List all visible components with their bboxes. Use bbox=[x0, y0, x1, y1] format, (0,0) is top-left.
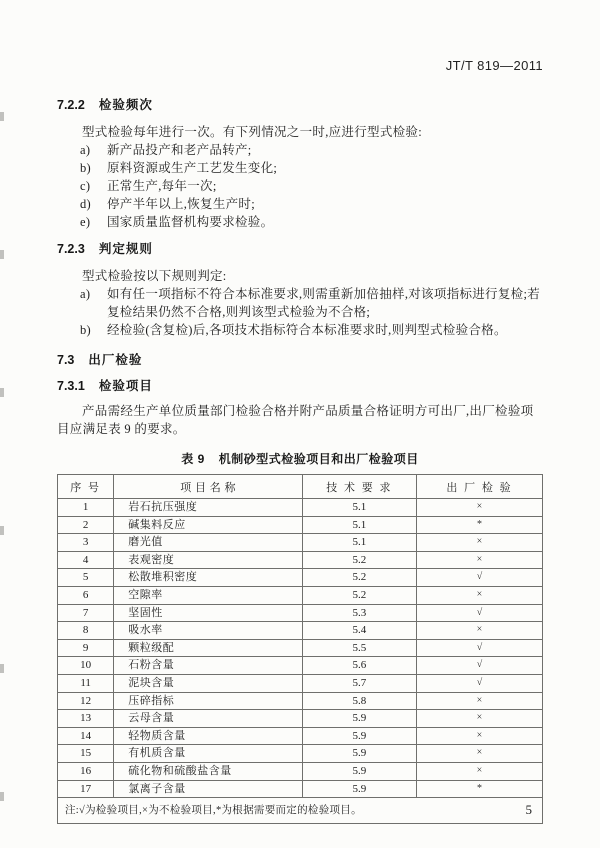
table-cell: √ bbox=[416, 657, 542, 675]
table-cell: 15 bbox=[58, 745, 114, 763]
table-cell: 12 bbox=[58, 692, 114, 710]
section-number: 7.3.1 bbox=[57, 379, 85, 393]
clause-list bbox=[57, 141, 543, 231]
clause-text: 正常生产,每年一次; bbox=[107, 179, 217, 193]
table-row bbox=[58, 657, 543, 675]
table-cell: 5.2 bbox=[302, 569, 416, 587]
section-heading-7-2-2 bbox=[57, 98, 543, 113]
table-cell: 8 bbox=[58, 622, 114, 640]
table-cell: 5.2 bbox=[302, 586, 416, 604]
table-cell: 1 bbox=[58, 499, 114, 517]
table-row bbox=[58, 745, 543, 763]
table-cell: 岩石抗压强度 bbox=[114, 499, 303, 517]
table-cell: 5.1 bbox=[302, 499, 416, 517]
table-cell: * bbox=[416, 780, 542, 798]
table-row bbox=[58, 604, 543, 622]
section-heading-7-3-1 bbox=[57, 379, 543, 394]
section-heading-7-2-3 bbox=[57, 242, 543, 257]
table-cell: 5 bbox=[58, 569, 114, 587]
table-row bbox=[58, 516, 543, 534]
clause-text: 国家质量监督机构要求检验。 bbox=[107, 215, 274, 229]
clause-text: 停产半年以上,恢复生产时; bbox=[107, 197, 255, 211]
table-cell: 5.1 bbox=[302, 516, 416, 534]
section-title: 判定规则 bbox=[98, 242, 153, 256]
table-cell: 3 bbox=[58, 534, 114, 552]
table-cell: √ bbox=[416, 604, 542, 622]
table-cell: √ bbox=[416, 674, 542, 692]
table-cell: 7 bbox=[58, 604, 114, 622]
clause-label: d) bbox=[80, 197, 92, 211]
table-cell: 5.9 bbox=[302, 745, 416, 763]
table-cell: × bbox=[416, 710, 542, 728]
table-cell: 5.8 bbox=[302, 692, 416, 710]
table-cell: 氯离子含量 bbox=[114, 780, 303, 798]
scan-artifact bbox=[0, 250, 4, 259]
table-cell: × bbox=[416, 622, 542, 640]
table-cell: × bbox=[416, 727, 542, 745]
clause-list bbox=[57, 285, 543, 339]
clause-label: c) bbox=[80, 179, 91, 193]
table-cell: 4 bbox=[58, 551, 114, 569]
table-cell: × bbox=[416, 586, 542, 604]
table-cell: 泥块含量 bbox=[114, 674, 303, 692]
table-cell: 云母含量 bbox=[114, 710, 303, 728]
scan-artifact bbox=[0, 664, 4, 673]
page-number: 5 bbox=[525, 802, 532, 817]
table-cell: 磨光值 bbox=[114, 534, 303, 552]
table-cell: 压碎指标 bbox=[114, 692, 303, 710]
clause-item bbox=[80, 321, 543, 339]
clause-item bbox=[80, 159, 543, 177]
table-cell: 16 bbox=[58, 762, 114, 780]
clause-item bbox=[80, 213, 543, 231]
table-row bbox=[58, 639, 543, 657]
table-cell: 5.7 bbox=[302, 674, 416, 692]
section-intro: 型式检验每年进行一次。有下列情况之一时,应进行型式检验: bbox=[82, 125, 422, 139]
table-cell: × bbox=[416, 551, 542, 569]
inspection-items-table bbox=[57, 474, 543, 824]
table-cell: 空隙率 bbox=[114, 586, 303, 604]
table-cell: 硫化物和硫酸盐含量 bbox=[114, 762, 303, 780]
table-cell: 17 bbox=[58, 780, 114, 798]
table-cell: 5.5 bbox=[302, 639, 416, 657]
table-cell: 5.1 bbox=[302, 534, 416, 552]
table-cell: 5.2 bbox=[302, 551, 416, 569]
section-heading-7-3 bbox=[57, 353, 543, 368]
table-row bbox=[58, 551, 543, 569]
table-cell: 5.9 bbox=[302, 710, 416, 728]
table-row bbox=[58, 762, 543, 780]
table-cell: × bbox=[416, 499, 542, 517]
table-cell: × bbox=[416, 534, 542, 552]
table-cell: × bbox=[416, 745, 542, 763]
table-cell: 14 bbox=[58, 727, 114, 745]
clause-label: e) bbox=[80, 215, 91, 229]
section-title: 检验项目 bbox=[98, 379, 153, 393]
clause-item bbox=[80, 285, 543, 321]
table-row bbox=[58, 780, 543, 798]
table-row bbox=[58, 692, 543, 710]
section-number: 7.2.3 bbox=[57, 242, 85, 256]
section-number: 7.3 bbox=[57, 353, 75, 367]
doc-number: JT/T 819—2011 bbox=[445, 58, 543, 73]
clause-label: a) bbox=[80, 143, 91, 157]
table-cell: 有机质含量 bbox=[114, 745, 303, 763]
table-cell: 碱集料反应 bbox=[114, 516, 303, 534]
table-note: 注:√为检验项目,×为不检验项目,*为根据需要而定的检验项目。 bbox=[58, 798, 543, 824]
scan-artifact bbox=[0, 526, 4, 535]
table-cell: √ bbox=[416, 639, 542, 657]
table-cell: × bbox=[416, 762, 542, 780]
clause-item bbox=[80, 195, 543, 213]
table-cell: 石粉含量 bbox=[114, 657, 303, 675]
table-row bbox=[58, 727, 543, 745]
table-row bbox=[58, 499, 543, 517]
table-cell: × bbox=[416, 692, 542, 710]
clause-text: 如有任一项指标不符合本标准要求,则需重新加倍抽样,对该项指标进行复检;若复检结果仍然不合格,则判该型式检验为不合格; bbox=[107, 287, 541, 319]
clause-item bbox=[80, 177, 543, 195]
clause-text: 经检验(含复检)后,各项技术指标符合本标准要求时,则判型式检验合格。 bbox=[107, 323, 507, 337]
table-cell: √ bbox=[416, 569, 542, 587]
table-caption-label: 表 9 bbox=[181, 452, 205, 466]
clause-label: a) bbox=[80, 287, 91, 301]
section-title: 检验频次 bbox=[98, 98, 153, 112]
column-header-item: 项 目 名 称 bbox=[114, 475, 303, 499]
column-header-factory-insp: 出 厂 检 验 bbox=[416, 475, 542, 499]
table-caption-title: 机制砂型式检验项目和出厂检验项目 bbox=[218, 452, 419, 466]
table-row bbox=[58, 569, 543, 587]
table-cell: 5.4 bbox=[302, 622, 416, 640]
column-header-seq: 序 号 bbox=[58, 475, 114, 499]
table-cell: * bbox=[416, 516, 542, 534]
scan-artifact bbox=[0, 388, 4, 397]
table-cell: 2 bbox=[58, 516, 114, 534]
table-cell: 颗粒级配 bbox=[114, 639, 303, 657]
table-row bbox=[58, 674, 543, 692]
table-cell: 6 bbox=[58, 586, 114, 604]
section-number: 7.2.2 bbox=[57, 98, 85, 112]
clause-label: b) bbox=[80, 161, 92, 175]
section-intro: 型式检验按以下规则判定: bbox=[82, 269, 227, 283]
table-row bbox=[58, 710, 543, 728]
table-cell: 13 bbox=[58, 710, 114, 728]
table-cell: 松散堆积密度 bbox=[114, 569, 303, 587]
table-row bbox=[58, 586, 543, 604]
doc-header bbox=[57, 58, 543, 74]
table-row bbox=[58, 622, 543, 640]
table-header-row bbox=[58, 475, 543, 499]
clause-text: 新产品投产和老产品转产; bbox=[107, 143, 252, 157]
table-row bbox=[58, 534, 543, 552]
table-cell: 11 bbox=[58, 674, 114, 692]
table-body bbox=[58, 499, 543, 798]
scan-artifact bbox=[0, 112, 4, 121]
table-cell: 轻物质含量 bbox=[114, 727, 303, 745]
table-cell: 5.3 bbox=[302, 604, 416, 622]
section-title: 出厂检验 bbox=[88, 353, 143, 367]
clause-text: 原料资源或生产工艺发生变化; bbox=[107, 161, 278, 175]
table-cell: 9 bbox=[58, 639, 114, 657]
table-cell: 表观密度 bbox=[114, 551, 303, 569]
table-cell: 10 bbox=[58, 657, 114, 675]
table-cell: 5.9 bbox=[302, 762, 416, 780]
section-paragraph: 产品需经生产单位质量部门检验合格并附产品质量合格证明方可出厂,出厂检验项目应满足表 9 的要求。 bbox=[57, 404, 534, 436]
table-cell: 5.6 bbox=[302, 657, 416, 675]
column-header-tech-req: 技 术 要 求 bbox=[302, 475, 416, 499]
table-cell: 吸水率 bbox=[114, 622, 303, 640]
table-cell: 坚固性 bbox=[114, 604, 303, 622]
table-caption bbox=[57, 452, 543, 467]
scan-artifact bbox=[0, 792, 4, 801]
clause-item bbox=[80, 141, 543, 159]
table-note-row bbox=[58, 798, 543, 824]
table-cell: 5.9 bbox=[302, 727, 416, 745]
table-cell: 5.9 bbox=[302, 780, 416, 798]
clause-label: b) bbox=[80, 323, 92, 337]
